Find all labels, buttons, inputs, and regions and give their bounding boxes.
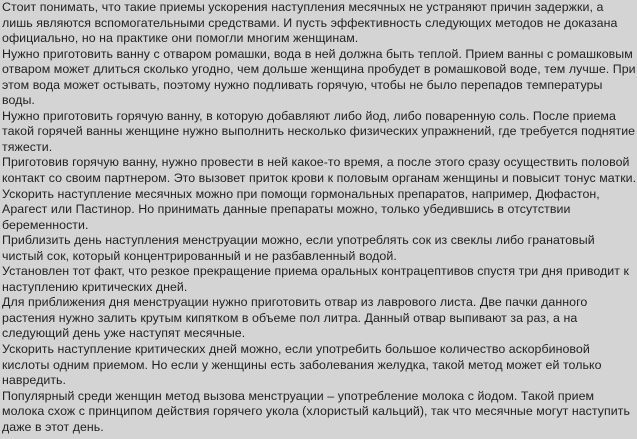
paragraph-hormonal-drugs: Ускорить наступление месячных можно при помощи гормональных препаратов, например, Дюфастон, Арагест или Пастинор. Но принимать данные препараты можно, только убедившись в отсутствии беременности. [2, 186, 600, 232]
paragraph-contraceptives: Установлен тот факт, что резкое прекращение приема оральных контрацептивов спустя три дня приводит к наступлению критических дней. [2, 264, 629, 294]
paragraph-bay-leaf: Для приближения дня менструации нужно приготовить отвар из лаврового листа. Две пачки данного растения нужно залить крутым кипятком в объеме пол литра. Данный отвар выпивают за раз, а на следующий день уже наступят месячные. [2, 295, 588, 341]
paragraph-hot-bath-contact: Приготовив горячую ванну, нужно провести в ней какое-то время, а после этого сразу осуществить половой контакт со своим партнером. Это вызовет приток крови к половым органам женщины и повысит тонус матки. [2, 155, 637, 186]
paragraph-iodine-salt-bath: Нужно приготовить горячую ванну, в которую добавляют либо йод, либо поваренную соль. После приема такой горячей ванны женщине нужно выполнить несколько физических упражнений, где требуется поднятие тяжести. [2, 108, 636, 154]
paragraph-intro: Стоит понимать, что такие приемы ускорения наступления месячных не устраняют причин задержки, а лишь являются вспомогательными средствами. И пусть эффективность следующих методов не доказана официально, но на практике они помогли многим женщинам. [2, 0, 618, 46]
paragraph-ascorbic-acid: Ускорить наступление критических дней можно, если употребить большое количество аскорбиновой кислоты одним приемом. Но если у женщины есть заболевания желудка, такой метод может ей только навредить. [2, 342, 602, 388]
paragraph-milk-iodine: Популярный среди женщин метод вызова менструации – употребление молока с йодом. Такой прием молока схож с принципом действия горячего укола (хлористый кальций), так что месячные могут наступить даже в этот день. [2, 388, 630, 434]
paragraph-beet-juice: Приблизить день наступления менструации можно, если употреблять сок из свеклы либо гранатовый чистый сок, который концентрированный и не разбавленный водой. [2, 233, 595, 263]
paragraph-chamomile-bath: Нужно приготовить ванну с отваром ромашки, вода в ней должна быть теплой. Прием ванны с ромашковым отваром может длиться сколько угодно, чем дольше женщина пробудет в ромашковой воде, тем лучше. При этом вода может остывать, поэтому нужно подливать горячую, чтобы не было перепадов температуры воды. [2, 46, 636, 108]
